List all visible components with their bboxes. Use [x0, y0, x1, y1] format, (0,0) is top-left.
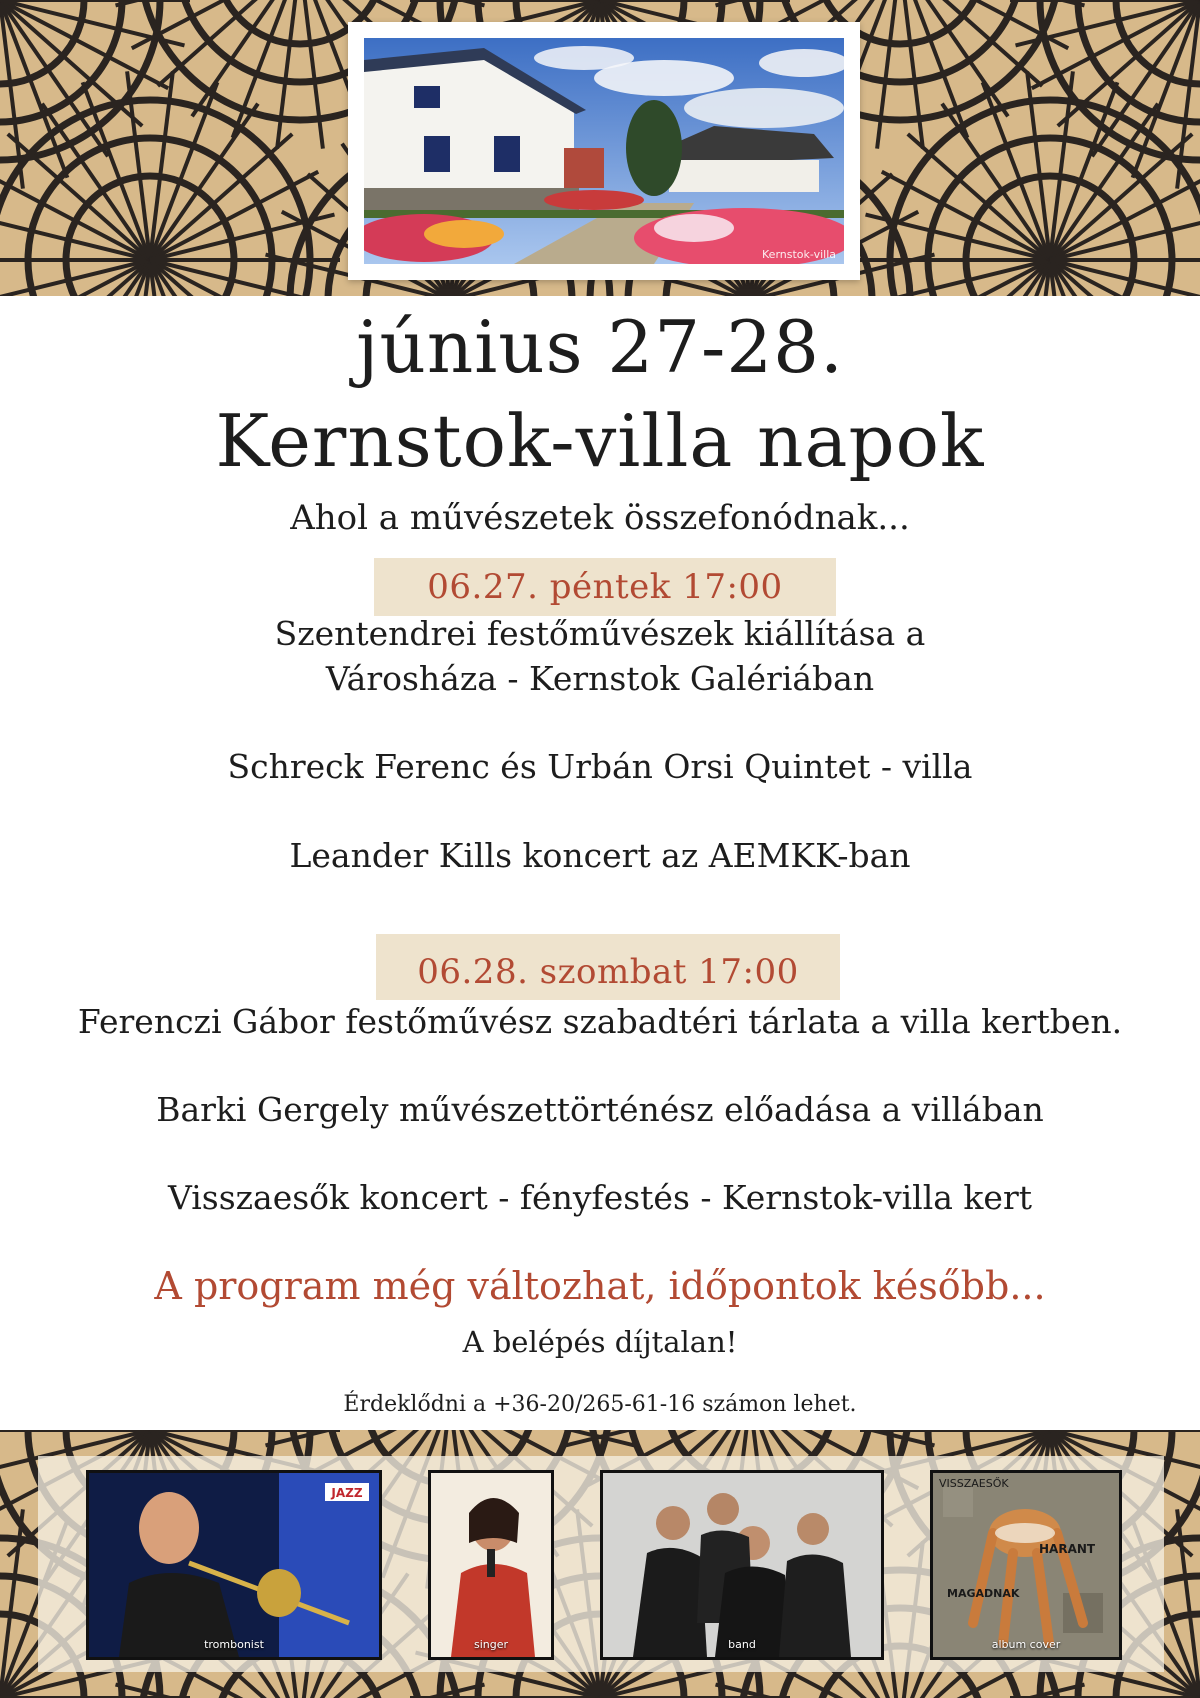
- villa-photo-frame: [348, 22, 860, 280]
- band-photo-label: band: [728, 1638, 756, 1651]
- program-change-note: A program még változhat, időpontok később...: [154, 1264, 1046, 1308]
- singer-photo-label: singer: [473, 1638, 509, 1651]
- day1-item-2: Városháza - Kernstok Galériában: [325, 659, 875, 698]
- album-cover-label: album cover: [991, 1638, 1061, 1651]
- event-tagline: Ahol a művészetek összefonódnak...: [290, 498, 910, 538]
- event-dates: június 27-28.: [356, 305, 844, 389]
- trombonist-photo-label: trombonist: [204, 1638, 264, 1651]
- day2-date-label: 06.28. szombat 17:00: [376, 934, 840, 1000]
- day2-item-1: Ferenczi Gábor festőművész szabadtéri tárlata a villa kertben.: [77, 1002, 1123, 1041]
- band-photo: [600, 1470, 884, 1660]
- day2-item-2: Barki Gergely művészettörténész előadása a villában: [156, 1090, 1044, 1129]
- villa-photo: [364, 38, 844, 264]
- album-text-2: HARANT: [1039, 1542, 1096, 1556]
- event-title: Kernstok-villa napok: [215, 399, 985, 483]
- contact-info: Érdeklődni a +36-20/265-61-16 számon lehet.: [343, 1392, 857, 1417]
- day1-item-4: Leander Kills koncert az AEMKK-ban: [289, 836, 911, 875]
- free-entry-note: A belépés díjtalan!: [462, 1325, 738, 1359]
- trombonist-photo: [86, 1470, 382, 1660]
- villa-photo-label: Kernstok-villa: [762, 248, 836, 261]
- day1-item-1: Szentendrei festőművészek kiállítása a: [274, 614, 926, 653]
- jazz-badge: JAZZ: [331, 1486, 363, 1500]
- album-text-1: VISSZAESŐK: [939, 1477, 1009, 1490]
- day1-date-label: 06.27. péntek 17:00: [374, 558, 836, 616]
- day1-item-3: Schreck Ferenc és Urbán Orsi Quintet - villa: [227, 747, 973, 786]
- villa-illustration: [364, 38, 844, 264]
- day2-item-3: Visszaesők koncert - fényfestés - Kernstok-villa kert: [167, 1178, 1032, 1217]
- album-cover: [930, 1470, 1122, 1660]
- album-text-3: MAGADNAK: [947, 1587, 1020, 1600]
- singer-photo: [428, 1470, 554, 1660]
